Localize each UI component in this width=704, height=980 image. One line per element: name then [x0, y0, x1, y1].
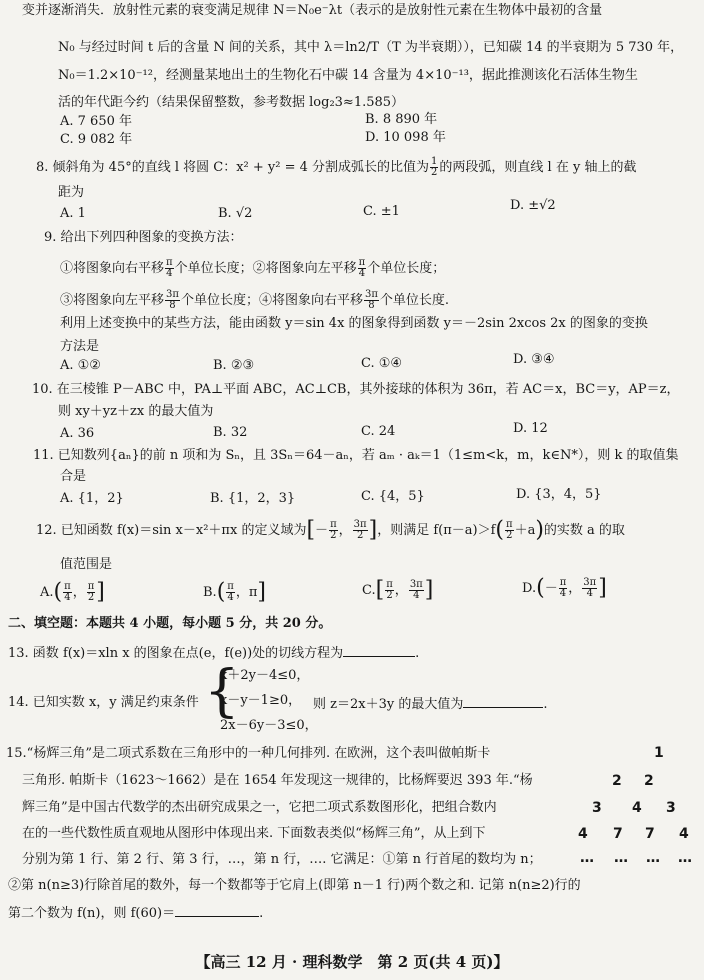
q14-constraint-2: x－y－1≥0，: [220, 693, 302, 708]
q9-option-c: C. ①④: [361, 356, 403, 371]
q14-prefix: 14. 已知实数 x，y 满足约束条件: [8, 695, 199, 710]
q10-option-a: A. 36: [60, 426, 95, 441]
q8-fraction: $\frac{1}{2}$: [431, 156, 438, 178]
q7-option-d: D. 10 098 年: [365, 130, 446, 145]
triangle-r5-c4: …: [678, 850, 692, 866]
q9-line-2: ①将图象向右平移 $\frac{\pi}{4}$ 个单位长度；②将图象向左平移 $\frac{\pi}{4}$ 个单位长度；: [60, 257, 446, 279]
q14-constraint-3: 2x－6y－3≤0，: [220, 718, 318, 733]
q10-option-d: D. 12: [513, 421, 548, 436]
triangle-r3-c1: 3: [592, 800, 602, 816]
q8-option-b: B. √2: [218, 206, 253, 221]
q7-line-4: 活的年代距今约（结果保留整数，参考数据 log₂3≈1.585）: [58, 95, 405, 110]
q8-option-d: D. ±√2: [510, 198, 556, 213]
q14-constraint-1: x＋2y－4≤0，: [220, 668, 310, 683]
q8-option-c: C. ±1: [363, 204, 400, 219]
q8-line-1: 8. 倾斜角为 45°的直线 l 将圆 C：x² + y² = 4 分割成弧长的比值为 $\frac{1}{2}$ 的两段弧，则直线 l 在 y 轴上的截: [36, 156, 637, 178]
triangle-r4-c2: 7: [613, 826, 623, 842]
q12-domain-lower: $\frac{\pi}{2}$: [330, 519, 337, 541]
q9-option-a: A. ①②: [60, 358, 101, 373]
page-footer: 【高三 12 月 · 理科数学 第 2 页(共 4 页)】: [195, 953, 509, 971]
q12-option-b: B.( $\frac{\pi}{4}$ ，π]: [203, 579, 266, 605]
q13-answer-blank[interactable]: [343, 644, 415, 657]
q9-option-b: B. ②③: [213, 358, 255, 373]
q9-fraction-1: $\frac{\pi}{4}$: [166, 257, 173, 279]
q9-line-5: 方法是: [60, 339, 100, 354]
section-2-heading: 二、填空题：本题共 4 小题，每小题 5 分，共 20 分。: [8, 616, 332, 631]
triangle-r3-c3: 3: [666, 800, 676, 816]
triangle-r4-c1: 4: [578, 826, 588, 842]
q15-line-4: 在的一些代数性质直观地从图形中体现出来. 下面数表类似“杨辉三角”，从上到下: [22, 826, 486, 841]
triangle-r4-c4: 4: [679, 826, 689, 842]
q15-line-3: 辉三角”是中国古代数学的杰出研究成果之一，它把二项式系数图形化，把组合数内: [22, 800, 497, 815]
q11-option-c: C. {4，5}: [361, 489, 425, 504]
q12-option-c: C.[ $\frac{\pi}{2}$ ， $\frac{3\pi}{4}$ ]: [362, 577, 434, 603]
q9-line-4: 利用上述变换中的某些方法，能由函数 y＝sin 4x 的图象得到函数 y＝－2sin 2xcos 2x 的图象的变换: [60, 316, 648, 331]
q12-option-d: D.(－ $\frac{\pi}{4}$ ， $\frac{3\pi}{4}$ ]: [522, 575, 607, 601]
q12-option-a: A.( $\frac{\pi}{4}$ ， $\frac{\pi}{2}$ ]: [40, 579, 105, 605]
q11-line-2: 合是: [60, 469, 87, 484]
q14-answer-blank[interactable]: [463, 695, 543, 708]
q7-line-2: N₀ 与经过时间 t 后的含量 N 间的关系，其中 λ＝ln2/T（T 为半衰期）），已知碳 14 的半衰期为 5 730 年，: [58, 40, 684, 55]
q7-option-c: C. 9 082 年: [60, 132, 133, 147]
q9-line-3: ③将图象向左平移 $\frac{3\pi}{8}$ 个单位长度；④将图象向右平移 $\frac{3\pi}{8}$ 个单位长度.: [60, 289, 450, 311]
triangle-r5-c3: …: [646, 850, 660, 866]
q9-line-1: 9. 给出下列四种图象的变换方法：: [44, 230, 243, 245]
q12-line-2: 值范围是: [60, 557, 113, 572]
q7-option-a: A. 7 650 年: [60, 114, 133, 129]
q8-option-a: A. 1: [60, 206, 86, 221]
q9-fraction-2: $\frac{\pi}{4}$: [358, 257, 366, 279]
q12-arg-fraction: $\frac{\pi}{2}$: [505, 519, 513, 541]
q9-option-d: D. ③④: [513, 352, 555, 367]
q15-line-1: 15.“杨辉三角”是二项式系数在三角形中的一种几何排列. 在欧洲，这个表叫做帕斯卡: [6, 746, 491, 761]
q11-option-a: A. {1，2}: [60, 491, 124, 506]
triangle-r2-c1: 2: [612, 773, 622, 789]
q11-option-b: B. {1，2，3}: [210, 491, 296, 506]
q12-line-1: 12. 已知函数 f(x)＝sin x－x²＋πx 的定义域为[－ $\frac{\pi}{2}$ ， $\frac{3\pi}{2}$ ]，则满足 f(π－a)＞f( $\frac{\pi}{2}$ ＋a)的实数 a 的取: [36, 517, 625, 543]
q12-domain-upper: $\frac{3\pi}{2}$: [353, 519, 367, 541]
q11-option-d: D. {3，4，5}: [516, 487, 602, 502]
q15-line-6: ②第 n(n≥3)行除首尾的数外，每一个数都等于它肩上(即第 n－1 行)两个数之和. 记第 n(n≥2)行的: [8, 878, 581, 893]
q10-line-1: 10. 在三棱锥 P－ABC 中，PA⊥平面 ABC，AC⊥CB，其外接球的体积为 36π，若 AC＝x，BC＝y，AP＝z，: [32, 382, 680, 397]
q15-line-2: 三角形. 帕斯卡（1623～1662）是在 1654 年发现这一规律的，比杨辉要迟 393 年.“杨: [22, 773, 533, 788]
triangle-r2-c2: 2: [644, 773, 654, 789]
q9-fraction-3: $\frac{3\pi}{8}$: [166, 289, 179, 311]
q7-line-1: 变并逐渐消失．放射性元素的衰变满足规律 N＝N₀e⁻λt（表示的是放射性元素在生物体中最初的含量: [22, 3, 603, 18]
q14-suffix: 则 z＝2x＋3y 的最大值为 .: [313, 697, 548, 712]
q13-line: 13. 函数 f(x)＝xln x 的图象在点(e，f(e))处的切线方程为 .: [8, 646, 420, 661]
q10-option-b: B. 32: [213, 425, 248, 440]
triangle-r3-c2: 4: [632, 800, 642, 816]
q10-line-2: 则 xy＋yz＋zx 的最大值为: [58, 404, 214, 419]
q7-line-3: N₀＝1.2×10⁻¹²，经测量某地出土的生物化石中碳 14 含量为 4×10⁻¹³，据此推测该化石活体生物生: [58, 68, 638, 83]
q15-line-5: 分别为第 1 行、第 2 行、第 3 行，…，第 n 行，…. 它满足：①第 n 行首尾的数均为 n；: [22, 852, 542, 867]
q11-line-1: 11. 已知数列{aₙ}的前 n 项和为 Sₙ，且 3Sₙ＝64－aₙ，若 aₘ · aₖ＝1（1≤m<k，m，k∈N*），则 k 的取值集: [33, 448, 679, 463]
q14-brace: {: [204, 659, 240, 724]
triangle-r5-c1: …: [580, 850, 594, 866]
q8-line-2: 距为: [58, 185, 85, 200]
q7-option-b: B. 8 890 年: [365, 112, 438, 127]
q15-line-7: 第二个数为 f(n)，则 f(60)＝ .: [8, 906, 264, 921]
q10-option-c: C. 24: [361, 424, 396, 439]
triangle-r1-c1: 1: [654, 745, 664, 761]
q15-answer-blank[interactable]: [175, 904, 259, 917]
triangle-r5-c2: …: [614, 850, 628, 866]
triangle-r4-c3: 7: [645, 826, 655, 842]
q9-fraction-4: $\frac{3\pi}{8}$: [364, 289, 378, 311]
